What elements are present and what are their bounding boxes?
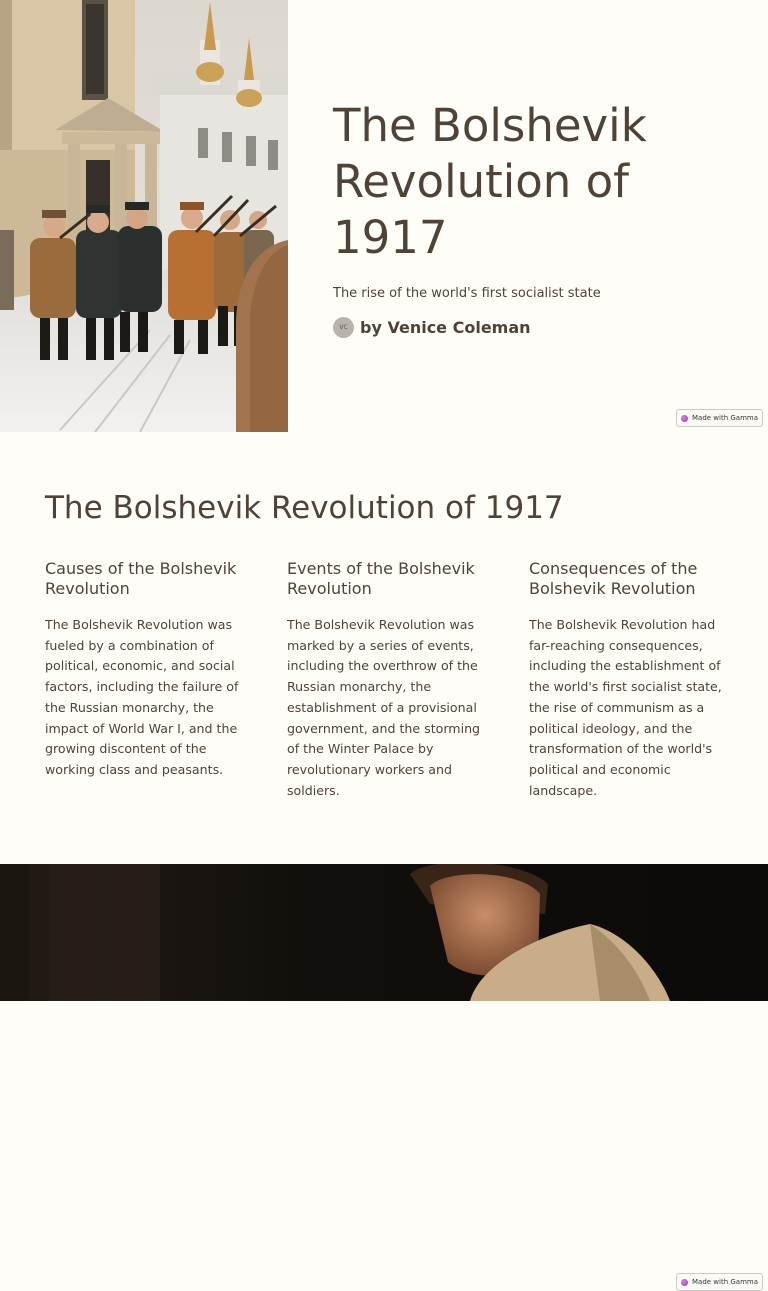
made-with-gamma-badge[interactable] <box>676 1273 763 1291</box>
column-body: The Bolshevik Revolution was marked by a series of events, including the overthrow of the Russian monarchy, the establishment of a provisional government, and the storming of the Winter Palace by revolutionary workers and soldiers. <box>287 617 481 798</box>
subtitle: The rise of the world's first socialist state <box>333 286 601 301</box>
column-causes <box>45 559 251 801</box>
column-heading: Events of the Bolshevik Revolution <box>287 559 475 598</box>
pensive-man-illustration <box>0 864 768 1001</box>
gamma-logo-icon <box>681 415 688 422</box>
column-events <box>287 559 493 801</box>
columns <box>45 559 735 801</box>
avatar: VC <box>333 317 354 338</box>
title: The Bolshevik Revolution of 1917 <box>333 99 647 264</box>
column-body: The Bolshevik Revolution had far-reaching consequences, including the establishment of the world's first socialist state, the rise of communism as a political ideology, and the transformation of the world's political and economic landscape. <box>529 617 722 798</box>
section-title: The Bolshevik Revolution of 1917 <box>45 490 564 526</box>
column-heading: Causes of the Bolshevik Revolution <box>45 559 237 598</box>
winter-soldiers-photo <box>0 0 288 432</box>
overview-slide <box>0 432 768 1286</box>
title-slide <box>0 0 768 432</box>
badge-label: Made with Gamma <box>691 414 759 422</box>
column-consequences <box>529 559 735 801</box>
winter-soldiers-illustration <box>0 0 288 432</box>
author-block <box>333 317 531 338</box>
gamma-logo-icon <box>681 1279 688 1286</box>
column-body: The Bolshevik Revolution was fueled by a combination of political, economic, and social factors, including the failure of the Russian monarchy, the impact of World War I, and the growing discontent of the working class and peasants. <box>45 617 239 777</box>
pensive-man-photo <box>0 864 768 1001</box>
column-heading: Consequences of the Bolshevik Revolution <box>529 559 698 598</box>
author-name: by Venice Coleman <box>360 318 531 337</box>
badge-label: Made with Gamma <box>691 1278 759 1286</box>
made-with-gamma-badge[interactable] <box>676 409 763 427</box>
